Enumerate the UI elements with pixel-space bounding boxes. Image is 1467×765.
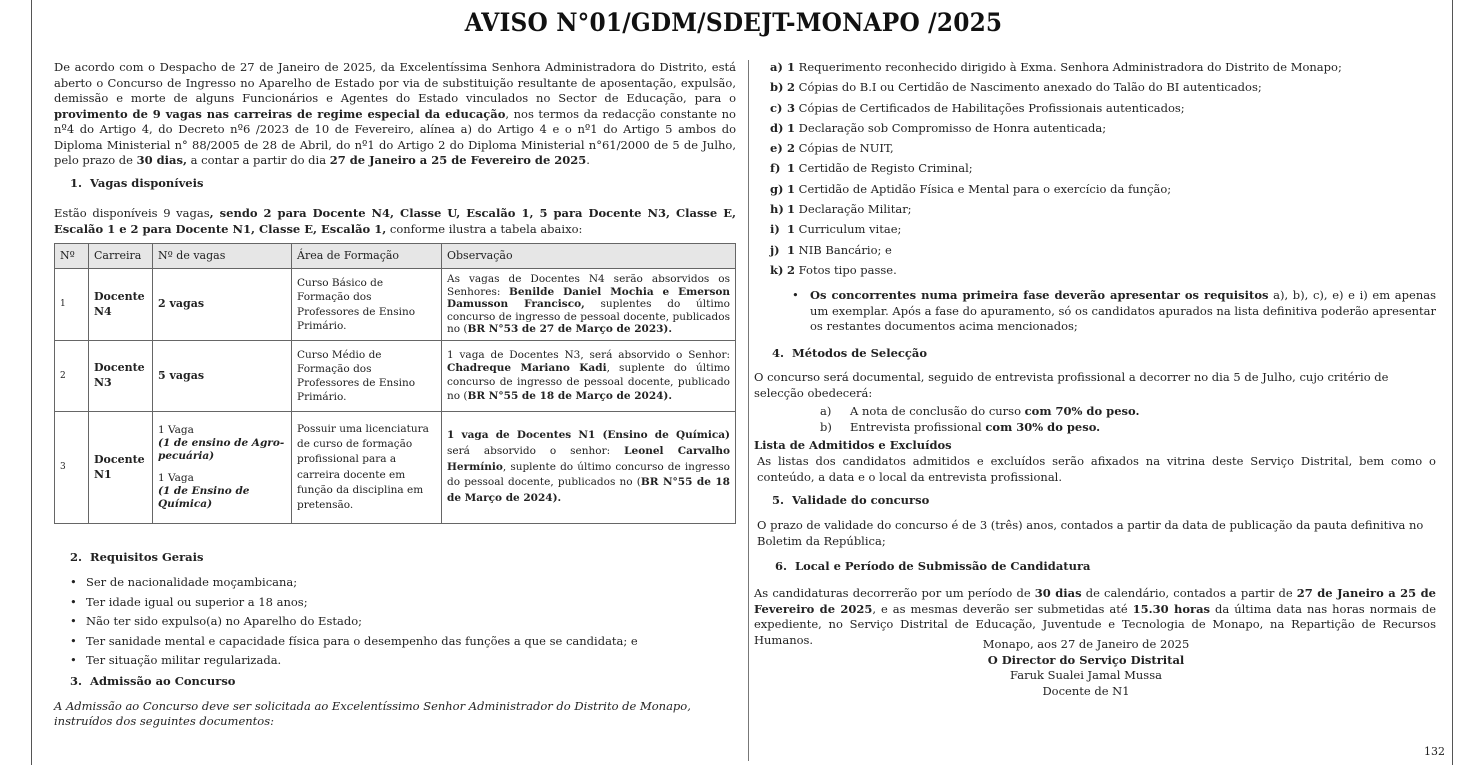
item-text: Fotos tipo passe. <box>795 262 897 277</box>
section-number: 1. <box>70 176 83 190</box>
text-span: , e as mesmas deverão ser submetidas até <box>872 601 1133 616</box>
list-item <box>754 121 1436 141</box>
section-3-text: A Admissão ao Concurso deve ser solicitada ao Excelentíssimo Senhor Administrador do Distrito de Monapo, instruídos dos seguintes documentos: <box>54 698 691 729</box>
obs-bold: Benilde Daniel Mochia e Emerson Damusson Francisco, <box>447 285 730 311</box>
lista-text: As listas dos candidatos admitidos e excluídos serão afixados na vitrina deste Serviço Distrital, bem como o conteúdo, a data e o local da entrevista profissional. <box>757 454 1436 484</box>
item-qty: 3 <box>787 100 796 115</box>
obs-text: , suplente do último concurso de ingresso do pessoal docente, publicados no ( <box>447 460 730 489</box>
item-qty: 1 <box>787 181 796 196</box>
vagas-text-2: conforme ilustra a tabela abaixo: <box>386 221 583 236</box>
item-letter: b) <box>770 80 784 95</box>
section-3-heading <box>70 674 736 699</box>
list-item <box>754 60 1436 80</box>
list-item <box>754 182 1436 202</box>
table-header-cell: Área de Formação <box>292 244 442 269</box>
documents-list <box>754 60 1436 283</box>
list-item <box>820 404 1436 420</box>
item-text: Cópias de Certificados de Habilitações Profissionais autenticados; <box>795 100 1185 115</box>
section-title: Validade do concurso <box>792 493 930 508</box>
signature-name: Faruk Sualei Jamal Mussa <box>1010 668 1162 683</box>
table-cell-num: 1 <box>55 269 89 341</box>
lista-heading: Lista de Admitidos e Excluídos <box>754 438 952 453</box>
text-span: As candidaturas decorrerão por um período de <box>754 586 1035 601</box>
left-column <box>54 60 736 730</box>
table-cell-num: 2 <box>55 341 89 412</box>
bold-span: 30 dias <box>1034 586 1082 601</box>
table-cell-obs <box>442 269 736 341</box>
obs-bold: Chadreque Mariano Kadi <box>447 362 607 375</box>
table-cell-area: Curso Médio de Formação dos Professores de Ensino Primário. <box>292 341 442 412</box>
criteria-list <box>820 404 1436 438</box>
vaga-line: 1 Vaga <box>158 471 194 484</box>
list-item: • Ter situação militar regularizada. <box>54 653 736 673</box>
item-qty: 1 <box>787 242 796 257</box>
signature-role: O Director do Serviço Distrital <box>987 652 1185 667</box>
section-2-heading <box>70 550 736 575</box>
obs-text: As vagas de Docentes N4 serão absorvidos os Senhores: <box>447 273 730 298</box>
item-letter: d) <box>770 120 784 135</box>
table-cell-vagas: 2 vagas <box>153 269 292 341</box>
signature-block <box>736 637 1436 699</box>
section-title: Métodos de Selecção <box>792 346 928 361</box>
item-qty: 1 <box>787 120 796 135</box>
section-title: Admissão ao Concurso <box>90 673 236 688</box>
obs-text: será absorvido o senhor: <box>447 444 625 457</box>
item-text: NIB Bancário; e <box>795 242 892 257</box>
item-qty: 2 <box>787 262 796 277</box>
obs-bold: BR N°53 de 27 de Março de 2023). <box>467 323 673 336</box>
item-qty: 1 <box>787 202 796 217</box>
table-cell-area: Possuir uma licenciatura de curso de formação profissional para a carreira docente em função da disciplina em pretensão. <box>292 412 442 524</box>
list-item: • Não ter sido expulso(a) no Aparelho do Estado; <box>54 614 736 634</box>
bold-span: 15.30 horas <box>1132 601 1211 616</box>
section-number: 6. <box>775 559 788 574</box>
table-header-cell: Nº de vagas <box>153 244 292 269</box>
item-text: Cópias de NUIT, <box>795 141 894 156</box>
list-item <box>754 202 1436 222</box>
item-letter: a) <box>820 404 832 419</box>
table-cell-obs <box>442 341 736 412</box>
signature-place-date: Monapo, aos 27 de Janeiro de 2025 <box>982 637 1190 652</box>
item-text: Requerimento reconhecido dirigido à Exma. Senhora Administradora do Distrito de Monapo; <box>795 60 1342 74</box>
intro-text-1: De acordo com o Despacho de 27 de Janeiro de 2025, da Excelentíssima Senhora Administradora do Distrito, está aberto o Concurso de Ingresso no Aparelho de Estado por via de substituição resultante de aposentação, expulsão, demissão e morte de alguns Funcionários e Agentes do Estado vinculados no Sector de Educação, para o <box>54 60 736 106</box>
notice-title: AVISO N°01/GDM/SDEJT-MONAPO /2025 <box>464 8 1003 37</box>
item-text: A nota de conclusão do curso <box>850 404 1025 419</box>
list-item <box>754 243 1436 263</box>
table-row <box>55 341 736 412</box>
intro-bold-1: provimento de 9 vagas nas carreiras de regime especial da educação <box>54 106 506 121</box>
bold-span: 27 de Janeiro a 25 de Fevereiro de 2025 <box>754 586 1436 616</box>
intro-text-2: , nos termos da redacção constante no nº4 do Artigo 4, do Decreto nº6 /2023 de 10 de Fevereiro, alínea a) do Artigo 4 e o nº1 do Artigo 5 ambos do Diploma Ministerial n° 88/2005 de 28 de Abril, do nº1 do Artigo 2 do Diploma Ministerial n°61/2000 de 5 de Julho, pelo prazo de <box>54 106 736 168</box>
table-row <box>55 269 736 341</box>
item-letter: i) <box>770 222 780 237</box>
intro-paragraph <box>54 60 736 176</box>
item-qty: 2 <box>787 141 796 156</box>
intro-bold-3: 27 de Janeiro a 25 de Fevereiro de 2025 <box>329 153 587 168</box>
requirements-list <box>54 575 736 673</box>
table-cell-vagas: 5 vagas <box>153 341 292 412</box>
item-qty: 1 <box>787 161 796 176</box>
section-6-heading <box>775 559 1436 586</box>
vaga-line: 1 Vaga <box>158 424 194 437</box>
table-row <box>55 412 736 524</box>
right-column <box>754 60 1436 699</box>
section-5-text: O prazo de validade do concurso é de 3 (três) anos, contados a partir da data de publicação da pauta definitiva no Boletim da República; <box>757 518 1424 548</box>
signature-position: Docente de N1 <box>1042 683 1130 698</box>
table-header-cell: Nº <box>55 244 89 269</box>
page-frame-left <box>31 0 32 765</box>
obs-text: , suplente do último concurso de ingresso de pessoal docente, publicado no ( <box>447 362 730 402</box>
list-item <box>754 161 1436 181</box>
item-bold: com 30% do peso. <box>985 420 1101 435</box>
section-4-text: O concurso será documental, seguido de entrevista profissional a decorrer no dia 5 de Julho, cujo critério de selecção obedecerá: <box>754 370 1389 400</box>
section-number: 4. <box>772 346 785 361</box>
list-item <box>754 80 1436 100</box>
note-text: a), b), c), e) e i) em apenas um exemplar. Após a fase do apuramento, só os candidatos apurados na lista definitiva poderão apresentar os restantes documentos acima mencionados; <box>810 288 1436 334</box>
item-letter: k) <box>770 262 784 277</box>
item-bold: com 70% do peso. <box>1024 404 1140 419</box>
section-1-text <box>54 206 736 243</box>
obs-bold: Leonel Carvalho Hermínio <box>447 444 731 473</box>
item-letter: c) <box>770 100 783 115</box>
item-letter: j) <box>770 242 780 257</box>
item-qty: 1 <box>787 60 796 74</box>
note-bold: Os concorrentes numa primeira fase deverão apresentar os requisitos <box>810 288 1269 303</box>
text-span: de calendário, contados a partir de <box>1081 586 1297 601</box>
list-item: • Ter sanidade mental e capacidade física para o desempenho das funções a que se candidata; e <box>54 634 736 654</box>
table-header-cell: Observação <box>442 244 736 269</box>
bullet-icon: • <box>792 288 799 303</box>
list-item <box>820 420 1436 436</box>
table-cell-carreira: Docente N3 <box>89 341 153 412</box>
section-number: 3. <box>70 673 83 688</box>
section-title: Requisitos Gerais <box>90 550 204 564</box>
list-item: • Ser de nacionalidade moçambicana; <box>54 575 736 595</box>
item-text: Declaração sob Compromisso de Honra autenticada; <box>795 120 1107 135</box>
table-header-cell: Carreira <box>89 244 153 269</box>
section-title: Vagas disponíveis <box>90 176 204 190</box>
vagas-bold: , sendo 2 para Docente N4, Classe U, Escalão 1, 5 para Docente N3, Classe E, Escalão 1 e 2 para Docente N1, Classe E, Escalão 1, <box>54 206 737 236</box>
table-cell-carreira: Docente N4 <box>89 269 153 341</box>
obs-bold: 1 vaga de Docentes N1 (Ensino de Química) <box>447 429 730 442</box>
item-text: Cópias do B.I ou Certidão de Nascimento anexado do Talão do BI autenticados; <box>795 80 1262 95</box>
item-letter: f) <box>770 161 781 176</box>
table-cell-obs <box>442 412 736 524</box>
section-number: 5. <box>772 493 785 508</box>
item-letter: b) <box>820 420 832 435</box>
list-item <box>754 101 1436 121</box>
item-text: Declaração Militar; <box>795 202 912 217</box>
item-letter: h) <box>770 202 784 217</box>
page-number: 132 <box>1424 745 1445 758</box>
page-frame-right <box>1452 0 1453 765</box>
list-item: • Ter idade igual ou superior a 18 anos; <box>54 595 736 615</box>
obs-bold: BR N°55 de 18 de Março de 2024). <box>447 476 730 505</box>
text-span: da última data nas horas normais de expediente, no Serviço Distrital de Educação, Juventude e Tecnologia de Monapo, na Repartição de Recursos Humanos. <box>754 601 1436 647</box>
item-text: Entrevista profissional <box>850 420 986 435</box>
item-qty: 1 <box>787 222 796 237</box>
table-header-row <box>55 244 736 269</box>
vaga-detail: (1 de ensino de Agro-pecuária) <box>158 437 285 463</box>
list-item <box>754 141 1436 161</box>
item-text: Certidão de Aptidão Física e Mental para o exercício da função; <box>795 181 1172 196</box>
table-cell-area: Curso Básico de Formação dos Professores de Ensino Primário. <box>292 269 442 341</box>
table-cell-num: 3 <box>55 412 89 524</box>
section-4-heading <box>772 346 1436 370</box>
item-letter: e) <box>770 141 783 156</box>
section-number: 2. <box>70 550 83 564</box>
intro-text-3: a contar a partir do dia <box>186 153 330 168</box>
item-text: Curriculum vitae; <box>795 222 902 237</box>
requirements-note <box>792 288 1436 346</box>
item-letter: a) <box>770 60 783 74</box>
item-text: Certidão de Registo Criminal; <box>795 161 973 176</box>
intro-bold-2: 30 dias, <box>136 153 187 168</box>
table-cell-carreira: Docente N1 <box>89 412 153 524</box>
item-letter: g) <box>770 181 784 196</box>
vacancies-table <box>54 243 736 524</box>
obs-text: suplentes do último concurso de ingresso de pessoal docente, publicados no ( <box>447 298 730 336</box>
obs-text: 1 vaga de Docentes N3, será absorvido o Senhor: <box>447 348 730 361</box>
list-item <box>754 263 1436 283</box>
section-title: Local e Período de Submissão de Candidatura <box>795 559 1091 574</box>
item-qty: 2 <box>787 80 796 95</box>
list-item <box>754 222 1436 242</box>
obs-bold: BR N°55 de 18 de Março de 2024). <box>467 389 673 402</box>
intro-text-4: . <box>586 153 590 168</box>
vagas-text-1: Estão disponíveis 9 vagas <box>54 206 210 220</box>
table-cell-vagas <box>153 412 292 524</box>
vaga-detail: (1 de Ensino de Química) <box>158 484 250 510</box>
section-5-heading <box>772 493 1436 518</box>
section-1-heading <box>70 176 736 206</box>
